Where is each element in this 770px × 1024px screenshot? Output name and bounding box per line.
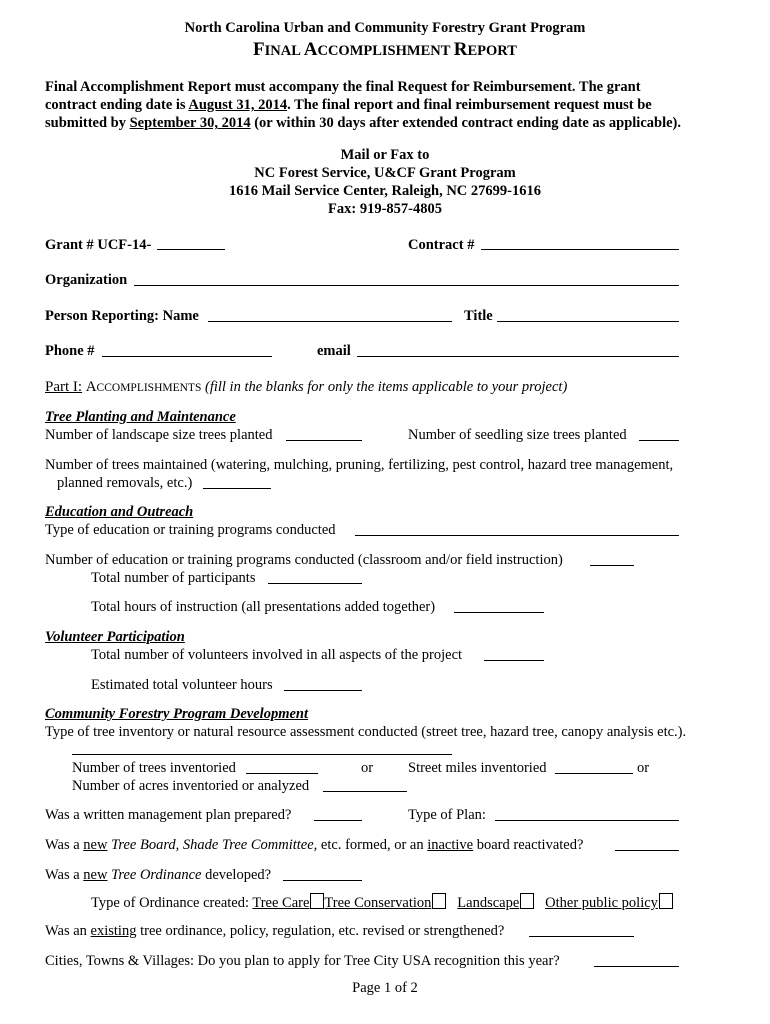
volunteer-hours-label: Estimated total volunteer hours	[91, 677, 273, 693]
opt-landscape-label: Landscape	[457, 895, 520, 911]
phone-field[interactable]	[102, 356, 272, 357]
trees-maintained-label-2: planned removals, etc.)	[57, 475, 193, 491]
intro-line-1: Final Accomplishment Report must accompany the final Request for Reimbursement. The grant	[45, 79, 641, 95]
or-label-2: or	[637, 760, 650, 776]
person-name-field[interactable]	[208, 321, 452, 322]
email-field[interactable]	[357, 356, 679, 357]
community-forestry-heading: Community Forestry Program Development	[45, 706, 309, 722]
volunteer-hours-field[interactable]	[284, 690, 362, 691]
grant-label: Grant # UCF-14-	[45, 237, 152, 253]
trees-inventoried-field[interactable]	[246, 773, 318, 774]
opt-tree-care-label: Tree Care	[252, 895, 310, 911]
part-1-heading: Part I: ACCOMPLISHMENTS (fill in the blanks for only the items applicable to your project)	[45, 379, 568, 395]
tree-care-checkbox[interactable]	[310, 893, 324, 909]
instruction-hours-field[interactable]	[454, 612, 544, 613]
street-miles-field[interactable]	[555, 773, 633, 774]
education-number-field[interactable]	[590, 565, 634, 566]
acres-label: Number of acres inventoried or analyzed	[72, 778, 310, 794]
tree-board-field[interactable]	[615, 850, 679, 851]
other-policy-checkbox[interactable]	[659, 893, 673, 909]
ordinance-type-row	[91, 893, 673, 912]
trees-maintained-label-1: Number of trees maintained (watering, mulching, pruning, fertilizing, pest control, hazard tree management,	[45, 457, 674, 473]
instruction-hours-label: Total hours of instruction (all presentations added together)	[91, 599, 436, 615]
contract-number-field[interactable]	[481, 249, 679, 250]
plan-type-field[interactable]	[495, 820, 679, 821]
education-type-field[interactable]	[355, 535, 679, 536]
intro-line-3: submitted by September 30, 2014 (or within 30 days after extended contract ending date as applicable).	[45, 115, 682, 131]
tree-conservation-checkbox[interactable]	[432, 893, 446, 909]
tree-city-field[interactable]	[594, 966, 679, 967]
mail-line-1: Mail or Fax to	[340, 147, 430, 163]
opt-other-policy-label: Other public policy	[545, 895, 658, 911]
tree-planting-heading: Tree Planting and Maintenance	[45, 409, 236, 425]
grant-number-field[interactable]	[157, 249, 225, 250]
tree-ordinance-label: Was a new Tree Ordinance developed?	[45, 867, 272, 883]
education-type-label: Type of education or training programs conducted	[45, 522, 336, 538]
tree-city-label: Cities, Towns & Villages: Do you plan to apply for Tree City USA recognition this year?	[45, 953, 560, 969]
education-number-label: Number of education or training programs conducted (classroom and/or field instruction)	[45, 552, 563, 568]
email-label: email	[317, 343, 351, 359]
existing-ordinance-label: Was an existing tree ordinance, policy, regulation, etc. revised or strengthened?	[45, 923, 505, 939]
inventory-type-label: Type of tree inventory or natural resource assessment conducted (street tree, hazard tree, canopy analysis etc.).	[45, 724, 687, 740]
organization-label: Organization	[45, 272, 128, 288]
street-miles-label: Street miles inventoried	[408, 760, 547, 776]
title-field[interactable]	[497, 321, 679, 322]
volunteers-total-label: Total number of volunteers involved in all aspects of the project	[91, 647, 463, 663]
ordinance-type-label: Type of Ordinance created:	[91, 895, 253, 911]
landscape-checkbox[interactable]	[520, 893, 534, 909]
seedling-trees-field[interactable]	[639, 440, 679, 441]
trees-inventoried-label: Number of trees inventoried	[72, 760, 236, 776]
participants-label: Total number of participants	[91, 570, 256, 586]
contract-label: Contract #	[408, 237, 475, 253]
existing-ordinance-field[interactable]	[529, 936, 634, 937]
trees-maintained-field[interactable]	[203, 488, 271, 489]
report-title: FINAL ACCOMPLISHMENT REPORT	[253, 39, 517, 60]
landscape-trees-label: Number of landscape size trees planted	[45, 427, 273, 443]
plan-type-label: Type of Plan:	[408, 807, 486, 823]
seedling-trees-label: Number of seedling size trees planted	[408, 427, 627, 443]
acres-field[interactable]	[323, 791, 407, 792]
education-heading: Education and Outreach	[45, 504, 194, 520]
landscape-trees-field[interactable]	[286, 440, 362, 441]
participants-field[interactable]	[268, 583, 362, 584]
mail-line-4: Fax: 919-857-4805	[328, 201, 442, 217]
inventory-type-field[interactable]	[72, 754, 452, 755]
submission-date: September 30, 2014	[129, 115, 251, 131]
mail-line-3: 1616 Mail Service Center, Raleigh, NC 27699-1616	[229, 183, 541, 199]
mgmt-plan-label: Was a written management plan prepared?	[45, 807, 292, 823]
intro-line-2: contract ending date is August 31, 2014. The final report and final reimbursement request must be	[45, 97, 652, 113]
phone-label: Phone #	[45, 343, 95, 359]
page-number: Page 1 of 2	[352, 980, 418, 996]
volunteer-heading: Volunteer Participation	[45, 629, 185, 645]
tree-ordinance-field[interactable]	[283, 880, 362, 881]
volunteers-total-field[interactable]	[484, 660, 544, 661]
person-reporting-label: Person Reporting: Name	[45, 308, 199, 324]
mail-line-2: NC Forest Service, U&CF Grant Program	[254, 165, 516, 181]
or-label-1: or	[361, 760, 374, 776]
tree-board-label: Was a new Tree Board, Shade Tree Committee, etc. formed, or an inactive board reactivated?	[45, 837, 584, 853]
contract-end-date: August 31, 2014	[188, 97, 288, 113]
organization-field[interactable]	[134, 285, 679, 286]
mgmt-plan-field[interactable]	[314, 820, 362, 821]
program-name: North Carolina Urban and Community Forestry Grant Program	[184, 20, 586, 36]
title-label: Title	[464, 308, 493, 324]
opt-tree-conservation-label: Tree Conservation	[324, 895, 432, 911]
